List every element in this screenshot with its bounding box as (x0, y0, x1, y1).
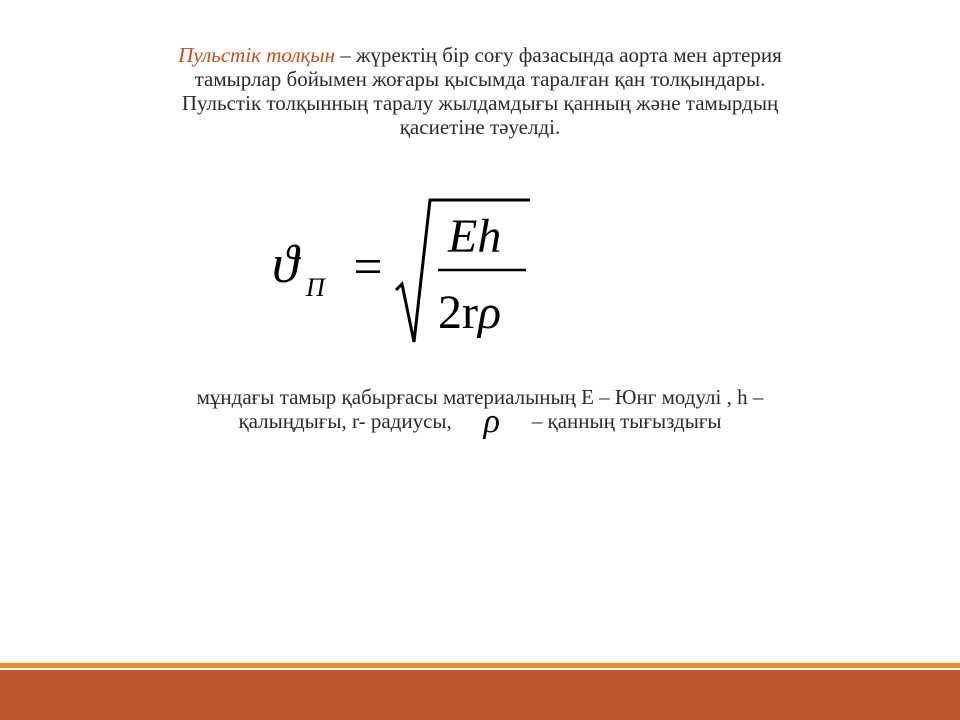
equals-sign: = (350, 239, 386, 296)
explanation-line-2-start: қалыңдығы, r- радиусы, (238, 409, 452, 433)
intro-line-1-rest: – жүректің бір соғу фазасында аорта мен артерия (335, 43, 782, 67)
denominator-coefficient: 2r (438, 286, 478, 339)
denominator-rho: ρ (477, 286, 502, 339)
numerator: Eh (448, 210, 502, 263)
intro-line-4: қасиетіне тәуелді. (399, 115, 561, 139)
footer-band (0, 670, 960, 720)
explanation-paragraph (60, 385, 900, 440)
intro-line-2: тамырлар бойымен жоғары қысымда таралған қан толқындары. (194, 67, 766, 91)
density-symbol: ρ (483, 403, 500, 440)
explanation-line-1: мұндағы тамыр қабырғасы материалының E – Юнг модулі , h – (196, 385, 764, 409)
denominator (438, 286, 501, 339)
velocity-subscript: П (306, 273, 325, 302)
intro-line-3: Пульстік толқынның таралу жылдамдығы қанның және тамырдың (181, 91, 779, 115)
pulse-wave-velocity-formula (262, 190, 542, 350)
footer-accent-line (0, 663, 960, 668)
intro-paragraph (60, 43, 900, 139)
explanation-line-2-end: – қанның тығыздығы (531, 409, 722, 433)
velocity-symbol: ϑ (272, 234, 299, 294)
term-pulse-wave: Пульстік толқын (178, 43, 336, 67)
